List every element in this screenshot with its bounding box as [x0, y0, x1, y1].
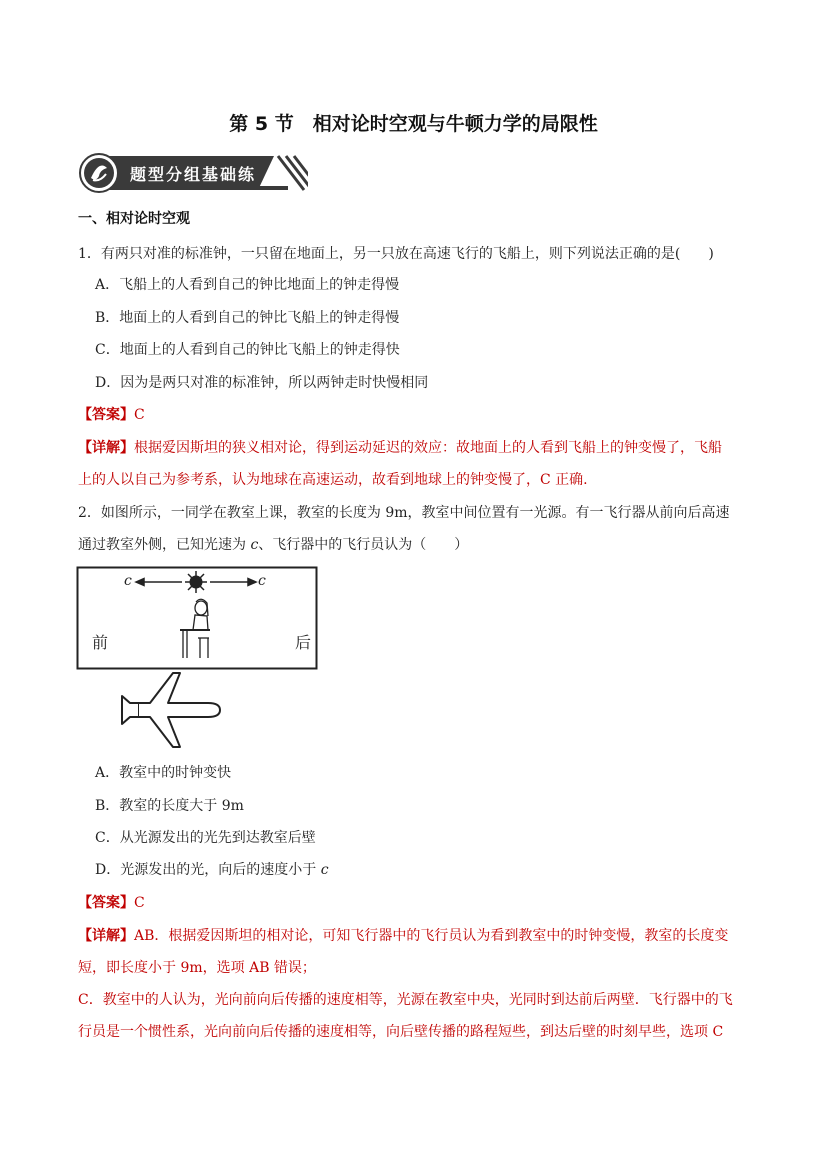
q1-detail-1: [78, 438, 722, 458]
answer-value: C: [134, 407, 145, 423]
detail-tag: 【详解】: [78, 928, 134, 944]
q1-detail-2: 上的人以自己为参考系，认为地球在高速运动，故看到地球上的钟变慢了，C 正确.: [78, 472, 588, 488]
light-speed-var: c: [250, 537, 259, 553]
q1-answer: [78, 405, 145, 425]
classroom-figure: [76, 566, 320, 756]
q1-stem: 1．有两只对准的标准钟，一只留在地面上，另一只放在高速飞行的飞船上，则下列说法正确的是( ): [78, 246, 714, 262]
detail-text: AB．根据爱因斯坦的相对论，可知飞行器中的飞行员认为看到教室中的时钟变慢，教室的长度变: [134, 928, 729, 944]
banner-label: 题型分组基础练: [130, 165, 257, 184]
q1-option-d: D．因为是两只对准的标准钟，所以两钟走时快慢相同: [95, 375, 429, 391]
q2-option-c: C．从光源发出的光先到达教室后壁: [95, 830, 316, 846]
section-heading: 一、相对论时空观: [78, 211, 190, 227]
light-speed-var: c: [320, 862, 329, 878]
q2-detail-3: C．教室中的人认为，光向前向后传播的速度相等，光源在教室中央，光同时到达前后两壁．飞行器中的飞: [78, 992, 733, 1008]
q2-detail-2: 短，即长度小于 9m，选项 AB 错误；: [78, 960, 316, 976]
section-banner: [78, 152, 308, 194]
detail-text: 根据爱因斯坦的狭义相对论，得到运动延迟的效应：故地面上的人看到飞船上的钟变慢了，飞船: [134, 440, 722, 456]
q1-option-c: C．地面上的人看到自己的钟比飞船上的钟走得快: [95, 342, 400, 358]
q2-stem-2: [78, 535, 468, 555]
q1-option-a: A．飞船上的人看到自己的钟比地面上的钟走得慢: [95, 277, 400, 293]
q2-stem-1: 2．如图所示，一同学在教室上课，教室的长度为 9m，教室中间位置有一光源。有一飞行器从前向后高速: [78, 505, 730, 521]
front-label: 前: [92, 633, 109, 652]
answer-value: C: [134, 895, 145, 911]
light-speed-right-label: c: [258, 573, 266, 589]
q2-option-d: [95, 860, 329, 880]
q2-detail-1: [78, 926, 728, 946]
q2-option-a: A．教室中的时钟变快: [95, 765, 232, 781]
student-at-desk-icon: [180, 599, 210, 658]
stem-text: 、飞行器中的飞行员认为（ ）: [258, 537, 469, 553]
stem-text: 通过教室外侧，已知光速为: [78, 537, 251, 553]
swirl-logo-icon: [80, 154, 118, 192]
detail-tag: 【详解】: [78, 440, 134, 456]
page-title: 第 5 节 相对论时空观与牛顿力学的局限性: [229, 113, 598, 135]
back-label: 后: [295, 633, 312, 652]
airplane-icon: [122, 673, 220, 747]
q1-option-b: B．地面上的人看到自己的钟比飞船上的钟走得慢: [95, 310, 400, 326]
light-speed-left-label: c: [124, 573, 132, 589]
answer-tag: 【答案】: [78, 895, 134, 911]
option-text: D．光源发出的光，向后的速度小于: [95, 862, 321, 878]
light-source-icon: [185, 571, 207, 593]
q2-option-b: B．教室的长度大于 9m: [95, 798, 244, 814]
answer-tag: 【答案】: [78, 407, 134, 423]
q2-answer: [78, 893, 145, 913]
q2-detail-4: 行员是一个惯性系，光向前向后传播的速度相等，向后壁传播的路程短些，到达后壁的时刻早些，选项 C: [78, 1024, 724, 1040]
